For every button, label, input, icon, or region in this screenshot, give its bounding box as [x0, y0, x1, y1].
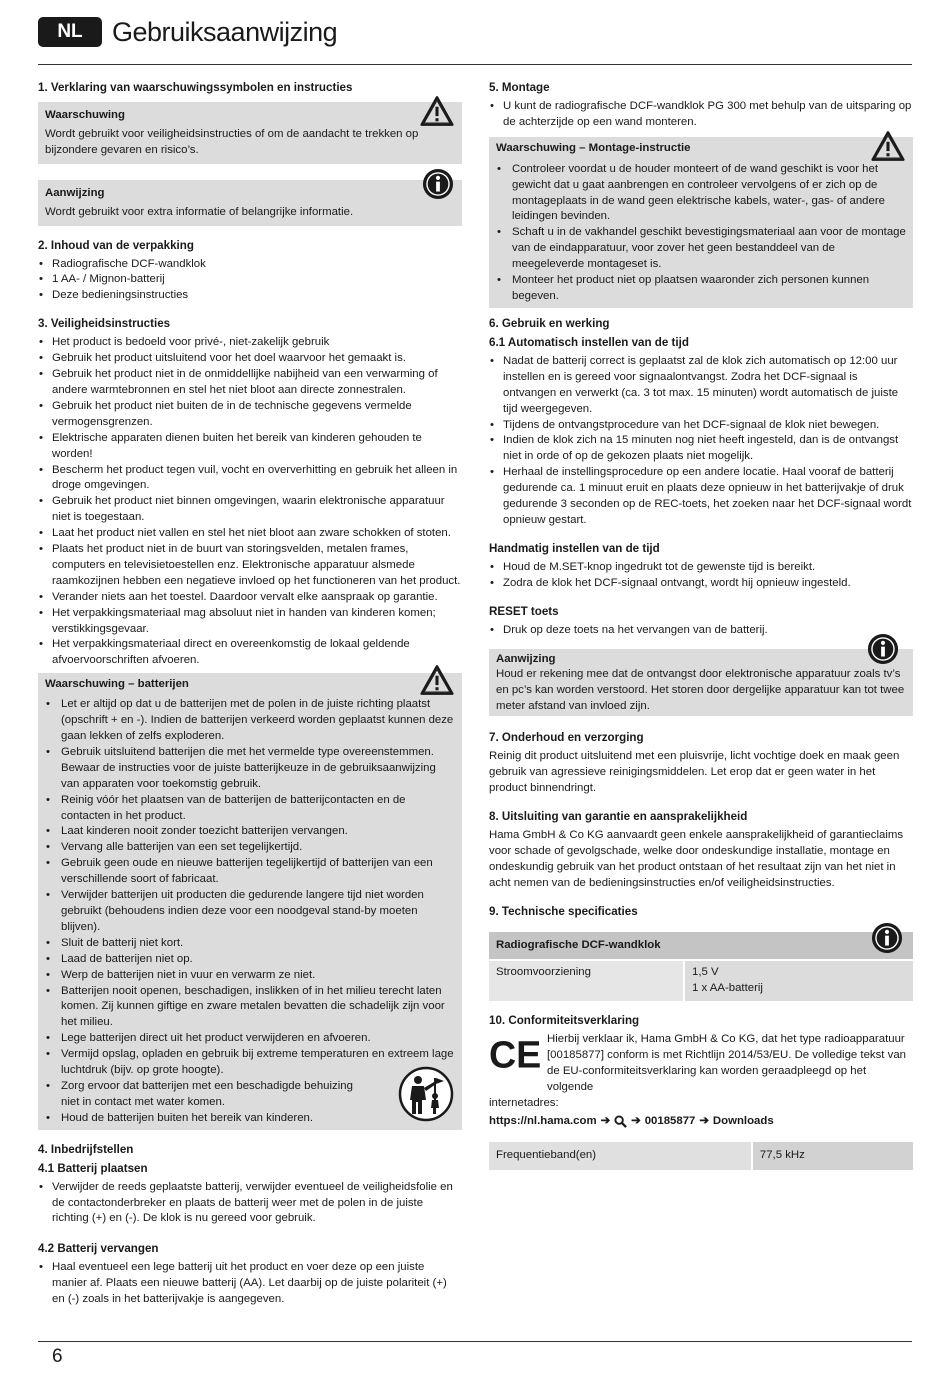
list-item: • Verwijder batterijen uit producten die gedurende langere tijd niet worden gebruikt (behoudens indien deze voor een noodgeval stand-by moeten blijven).: [45, 888, 455, 936]
section-3: [38, 316, 462, 669]
list-item: • Druk op deze toets na het vervangen van de batterij.: [489, 623, 913, 639]
mounting-warning-box: [489, 137, 913, 308]
battery-warning-list: [45, 697, 455, 1126]
section-10: [489, 1013, 913, 1169]
list-item: • Batterijen nooit openen, beschadigen, inslikken of in het milieu terecht laten komen. Zij kunnen giftige en zware metalen bevatten die schadelijk zijn voor het milieu.: [45, 984, 455, 1032]
website-link[interactable]: https://nl.hama.com: [489, 1114, 597, 1127]
right-column: [489, 80, 913, 1182]
info-icon: [422, 168, 454, 200]
list-item: • Tijdens de ontvangstprocedure van het DCF-signaal de klok niet bewegen.: [489, 418, 913, 434]
list-item: • Gebruik uitsluitend batterijen die met het vermelde type overeenstemmen. Bewaar de instructies voor de juiste batterijkeuze in de gebruiksaanwijzing van apparaten voor toekomstig gebruik.: [45, 745, 455, 793]
section-4: [38, 1142, 462, 1308]
spec-table: [489, 932, 913, 1002]
list-item: • Lege batterijen direct uit het product verwijderen en afvoeren.: [45, 1031, 455, 1047]
manual-time-title: Handmatig instellen van de tijd: [489, 541, 660, 555]
list-item: • Zodra de klok het DCF-signaal ontvangt, wordt hij opnieuw ingesteld.: [489, 576, 913, 592]
list-item: • Bescherm het product tegen vuil, vocht en oververhitting en gebruik het alleen in droge omgevingen.: [38, 463, 462, 495]
left-column: [38, 80, 462, 1320]
spec-value-battery: 1 x AA-batterij: [692, 982, 763, 995]
section-2-title: 2. Inhoud van de verpakking: [38, 238, 194, 252]
list-item: • Vermijd opslag, opladen en gebruik bij extreme temperaturen en extreem lage luchtdruk (bijv. op grote hoogte).: [45, 1047, 455, 1079]
manual-time-list: [489, 560, 913, 592]
section-1-title: 1. Verklaring van waarschuwingssymbolen en instructies: [38, 81, 353, 94]
warning-icon: [871, 129, 905, 163]
page-title: Gebruiksaanwijzing: [112, 16, 338, 47]
mounting-list: [489, 99, 913, 131]
auto-time-list: [489, 354, 913, 529]
spec-label: Stroomvoorziening: [489, 960, 684, 1001]
reception-note-title: Aanwijzing: [496, 652, 556, 665]
battery-insert-list: [38, 1180, 462, 1228]
section-9-title: 9. Technische specificaties: [489, 904, 638, 918]
spec-table-wrap: [489, 932, 913, 1002]
arrow-right-icon: ➔: [600, 1114, 611, 1127]
list-item: • Gebruik het product uitsluitend voor het doel waarvoor het gemaakt is.: [38, 351, 462, 367]
frequency-label: Frequentieband(en): [489, 1142, 752, 1170]
list-item: • Houd de batterijen buiten het bereik van kinderen.: [45, 1111, 455, 1127]
list-item: • Zorg ervoor dat batterijen met een beschadigde behuizing niet in contact met water komen.: [45, 1079, 455, 1111]
table-row: [489, 1142, 913, 1170]
section-10-title: 10. Conformiteitsverklaring: [489, 1014, 640, 1028]
table-header-row: [489, 932, 913, 961]
list-item: • Reinig vóór het plaatsen van de batterijen de batterijcontacten en de contacten in het product.: [45, 793, 455, 825]
page-number: 6: [52, 1346, 63, 1367]
list-item: • Let er altijd op dat u de batterijen met de polen in de juiste richting plaatst (opschrift + en -). Indien de batterijen verkeerd worden geplaatst kunnen deze gaan lekken of zelfs exploderen.: [45, 697, 455, 745]
frequency-table: [489, 1142, 913, 1170]
warning-icon: [420, 663, 454, 697]
list-item: • U kunt de radiografische DCF-wandklok PG 300 met behulp van de uitsparing op de achterzijde op een wand monteren.: [489, 99, 913, 131]
section-9: [489, 904, 913, 1002]
reception-note-text: Houd er rekening mee dat de ontvangst door elektronische apparatuur zoals tv’s en pc’s kan worden verstoord. Het storen door dergelijke apparatuur kan tot twee meter afstand van invloed zijn.: [496, 668, 905, 713]
section-6-title: 6. Gebruik en werking: [489, 316, 610, 330]
list-item: • Nadat de batterij correct is geplaatst zal de klok zich automatisch op 12:00 uur instellen en is gereed voor signaalontvangst. Zodra het DCF-signaal is ontvangen en verwerkt (ca. 3 tot max. 15 minuten) wordt automatisch de juiste tijd weergegeven.: [489, 354, 913, 418]
table-header: Radiografische DCF-wandklok: [489, 932, 913, 961]
mounting-warning-list: [496, 162, 906, 305]
list-item: • Plaats het product niet in de buurt van storingsvelden, metalen frames, computers en televisietoestellen enz. Elektronische apparatuur alsmede raamkozijnen hebben een negatieve invloed op het functioneren van het product.: [38, 542, 462, 590]
subsection-6-1-title: 6.1 Automatisch instellen van de tijd: [489, 335, 689, 349]
section-3-title: 3. Veiligheidsinstructies: [38, 317, 171, 331]
list-item: • Laat kinderen nooit zonder toezicht batterijen vervangen.: [45, 824, 455, 840]
list-item: • Gebruik het product niet in de onmiddellijke nabijheid van een verwarming of andere warmtebronnen en stel het niet bloot aan directe zonnestralen.: [38, 367, 462, 399]
reset-list: [489, 623, 913, 639]
list-item: • Werp de batterijen niet in vuur en verwarm ze niet.: [45, 968, 455, 984]
battery-replace-list: [38, 1260, 462, 1308]
language-badge: NL: [38, 17, 102, 47]
info-icon: [867, 633, 899, 665]
section-7-text: Reinig dit product uitsluitend met een pluisvrije, licht vochtige doek en maak geen gebruik van agressieve reinigingsmiddelen. Let erop dat er geen water in het product binnendringt.: [489, 750, 900, 794]
table-row: [489, 960, 913, 1001]
note-text: Wordt gebruikt voor extra informatie of belangrijke informatie.: [45, 205, 354, 218]
list-item: • Gebruik geen oude en nieuwe batterijen tegelijkertijd of batterijen van een verschillende soort of fabricaat.: [45, 856, 455, 888]
list-item: • Vervang alle batterijen van een set tegelijkertijd.: [45, 840, 455, 856]
list-item: • Laad de batterijen niet op.: [45, 952, 455, 968]
search-icon: [614, 1115, 627, 1128]
conformity-text-address: internetadres:: [489, 1096, 559, 1109]
section-7: [489, 730, 913, 797]
list-item: • Laat het product niet vallen en stel het niet bloot aan zware schokken of stoten.: [38, 526, 462, 542]
section-2: [38, 238, 462, 305]
warning-text: Wordt gebruikt voor veiligheidsinstructies of om de aandacht te trekken op bijzondere gevaren en risico’s.: [45, 127, 419, 156]
list-item: • Haal eventueel een lege batterij uit het product en voer deze op een juiste manier af. Plaats een nieuwe batterij (AA). Let daarbij op de juiste polariteit (+) en (-) zoals in het batterijvakje is aangegeven.: [38, 1260, 462, 1308]
reset-title: RESET toets: [489, 604, 559, 618]
section-8-title: 8. Uitsluiting van garantie en aansprakelijkheid: [489, 809, 748, 823]
section-7-title: 7. Onderhoud en verzorging: [489, 731, 644, 745]
section-8: [489, 809, 913, 892]
download-path: [489, 1114, 913, 1130]
list-item: • Deze bedieningsinstructies: [38, 288, 462, 304]
list-item: • Monteer het product niet op plaatsen waaronder zich personen kunnen begeven.: [496, 273, 906, 305]
list-item: • Radiografische DCF-wandklok: [38, 257, 462, 273]
section-4-title: 4. Inbedrijfstellen: [38, 1142, 134, 1156]
conformity-text: Hierbij verklaar ik, Hama GmbH & Co KG, dat het type radioapparatuur [00185877] conform is met Richtlijn 2014/53/EU. De volledige tekst van de EU-conformiteitsverklaring kan worden geraadpleegd op het volgende: [547, 1033, 906, 1093]
package-list: [38, 257, 462, 305]
battery-warning-box: [38, 673, 462, 1129]
list-item: • Het verpakkingsmateriaal mag absoluut niet in handen van kinderen komen; verstikkingsgevaar.: [38, 606, 462, 638]
arrow-right-icon: ➔: [631, 1114, 641, 1127]
ce-logo-text: CE: [489, 1036, 541, 1075]
note-title: Aanwijzing: [45, 186, 105, 199]
header-divider: [38, 64, 912, 65]
warning-box: [38, 102, 462, 164]
safety-list: [38, 335, 462, 669]
section-5: [489, 80, 913, 131]
subsection-4-2-title: 4.2 Batterij vervangen: [38, 1242, 159, 1256]
section-5-title: 5. Montage: [489, 81, 550, 94]
frequency-value: 77,5 kHz: [752, 1142, 913, 1170]
list-item: • Indien de klok zich na 15 minuten nog niet heeft ingesteld, dan is de ontvangst niet in orde of op de gekozen plaats niet mogelijk.: [489, 433, 913, 465]
keep-away-from-children-icon: [398, 1066, 454, 1122]
conformity-block: [489, 1032, 913, 1096]
subsection-4-1-title: 4.1 Batterij plaatsen: [38, 1161, 148, 1175]
footer-divider: [38, 1341, 912, 1342]
spec-value-voltage: 1,5 V: [692, 966, 719, 979]
list-item: • Gebruik het product niet binnen omgevingen, waarin elektronische apparatuur niet is toegestaan.: [38, 494, 462, 526]
list-item: • Verander niets aan het toestel. Daardoor vervalt elke aanspraak op garantie.: [38, 590, 462, 606]
list-item: • Sluit de batterij niet kort.: [45, 936, 455, 952]
section-8-text: Hama GmbH & Co KG aanvaardt geen enkele aansprakelijkheid of garantieclaims voor schade of gevolgschade, welke door ondeskundige installatie, montage en ondeskundig gebruik van het product ontstaan of het resultaat zijn van het niet in acht nemen van de bedieningsinstructies en/of veiligheidsinstructies.: [489, 828, 904, 889]
reception-note-box: [489, 649, 913, 717]
list-item: • Controleer voordat u de houder monteert of de wand geschikt is voor het gewicht dat u gaat aanbrengen en controleer vervolgens of er zich op de montageplaats in de wand geen elektrische kabels, water-, gas- of andere leidingen bevinden.: [496, 162, 906, 226]
list-item: • Gebruik het product niet buiten de in de technische gegevens vermelde vermogensgrenzen.: [38, 399, 462, 431]
list-item: • Herhaal de instellingsprocedure op een andere locatie. Haal vooraf de batterij gedurende ca. 1 minuut eruit en plaats deze opnieuw in het batterijvakje of druk gedurende 3 seconden op de REC-toets, het zoeken naar het DCF-signaal wordt opnieuw gestart.: [489, 465, 913, 529]
list-item: • Schaft u in de vakhandel geschikt bevestigingsmateriaal aan voor de montage van de eindapparatuur, voor zover het geen bestanddeel van de meegeleverde montageset is.: [496, 225, 906, 273]
battery-warning-title: Waarschuwing – batterijen: [45, 678, 189, 691]
warning-icon: [420, 94, 454, 128]
list-item: • Elektrische apparaten dienen buiten het bereik van kinderen gehouden te worden!: [38, 431, 462, 463]
list-item: • 1 AA- / Mignon-batterij: [38, 272, 462, 288]
list-item: • Het product is bedoeld voor privé-, niet-zakelijk gebruik: [38, 335, 462, 351]
page-header: [38, 14, 337, 50]
list-item: • Het verpakkingsmateriaal direct en overeenkomstig de lokaal geldende afvoervoorschriften afvoeren.: [38, 637, 462, 669]
ce-logo: [489, 1036, 541, 1074]
spec-value: [684, 960, 913, 1001]
article-number: 00185877: [644, 1114, 696, 1127]
list-item: • Houd de M.SET-knop ingedrukt tot de gewenste tijd is bereikt.: [489, 560, 913, 576]
downloads-label: Downloads: [712, 1114, 774, 1127]
arrow-right-icon: ➔: [699, 1114, 709, 1127]
mounting-warning-title: Waarschuwing – Montage-instructie: [496, 141, 691, 154]
section-1: [38, 80, 462, 226]
warning-title: Waarschuwing: [45, 109, 125, 121]
section-6: [489, 316, 913, 716]
list-item: • Verwijder de reeds geplaatste batterij, verwijder eventueel de veiligheidsfolie en de contactonderbreker en plaats de batterij weer met de polen in de juiste richting (+) en (-). De klok is nu gereed voor gebruik.: [38, 1180, 462, 1228]
note-box: [38, 180, 462, 226]
info-icon: [871, 922, 903, 954]
